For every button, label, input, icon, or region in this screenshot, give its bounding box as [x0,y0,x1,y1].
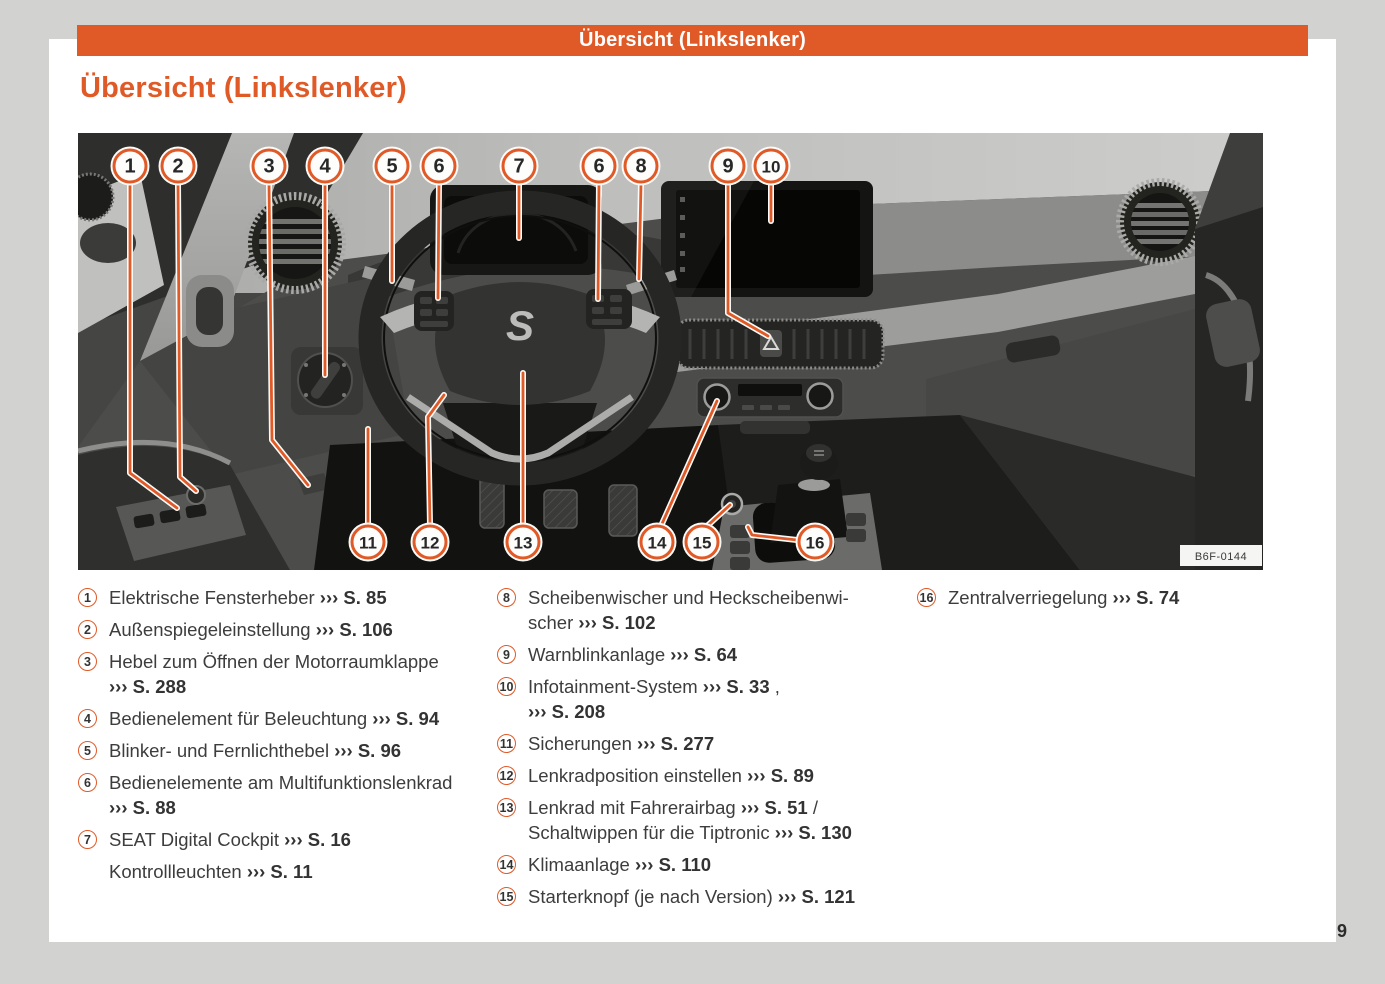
callout-16 [796,523,835,562]
legend-item-text: Blinker- und Fernlichthebel ››› S. 96 [109,740,402,761]
callout-6 [580,147,619,186]
legend-item [917,585,1317,610]
callout-14 [638,523,677,562]
legend-item [497,852,922,877]
legend-item [497,795,922,845]
svg-text:14: 14 [647,533,667,553]
callout-6 [420,147,459,186]
callout-7 [500,147,539,186]
callout-8 [622,147,661,186]
header-bar [77,25,1308,56]
legend-item-text: Außenspiegeleinstellung ››› S. 106 [109,619,393,640]
legend-column-3 [917,585,1317,617]
legend-item-text: Lenkradposition einstellen ››› S. 89 [528,765,814,786]
legend-item-text: SEAT Digital Cockpit ››› S. 16 [109,829,351,850]
callout-11 [349,523,388,562]
legend-item-text: Zentralverriegelung ››› S. 74 [948,587,1180,608]
legend-item-number: 14 [497,855,516,874]
legend-item-number: 1 [78,588,97,607]
right-air-vent [1120,182,1200,262]
climate-knob-right [808,384,833,409]
legend-item-text: Scheibenwischer und Heckscheibenwi- scher ››› S. 102 [528,587,849,633]
svg-text:6: 6 [593,155,605,178]
legend-item-number: 9 [497,645,516,664]
page-title: Übersicht (Linkslenker) [80,72,407,104]
legend-item-text: Bedienelement für Beleuchtung ››› S. 94 [109,708,440,729]
callout-15 [683,523,722,562]
legend-item-number: 6 [78,773,97,792]
legend-item [497,642,922,667]
legend-item-number: 13 [497,798,516,817]
legend-item [497,763,922,788]
callout-1 [111,147,150,186]
legend-item-number: 3 [78,652,97,671]
legend-item [78,617,488,642]
page-number: 9 [1337,921,1348,941]
legend-item-text: Hebel zum Öffnen der Motorraumklappe ››› S. 288 [109,651,439,697]
svg-text:6: 6 [433,155,445,178]
legend-item-text: Bedienelemente am Multifunktionslenkrad ››› S. 88 [109,772,453,818]
callout-5 [373,147,412,186]
dashboard-figure [78,133,1263,570]
legend-item-number: 5 [78,741,97,760]
callout-9 [709,147,748,186]
console-buttons-left [730,525,750,570]
svg-text:5: 5 [386,155,398,178]
legend-item-number: 4 [78,709,97,728]
legend-item [497,884,922,909]
svg-text:13: 13 [513,533,533,553]
svg-text:4: 4 [319,155,331,178]
legend-item-number: 16 [917,588,936,607]
legend-item [78,770,488,820]
legend-item-number: 15 [497,887,516,906]
legend-item [497,674,922,724]
dashboard-photo [78,133,1263,570]
legend-item-number: 12 [497,766,516,785]
legend-item-number: 8 [497,588,516,607]
image-code-label [1180,545,1262,566]
svg-text:3: 3 [263,155,275,178]
callout-10 [752,147,791,186]
callout-2 [159,147,198,186]
legend-item [78,859,488,884]
svg-text:15: 15 [692,533,712,553]
svg-text:9: 9 [722,155,734,178]
legend-item-text: Kontrollleuchten ››› S. 11 [109,861,313,882]
svg-text:2: 2 [172,155,184,178]
legend-item-number: 11 [497,734,516,753]
svg-text:1: 1 [124,155,136,178]
legend-item-text: Sicherungen ››› S. 277 [528,733,715,754]
svg-text:B6F-0144: B6F-0144 [1194,551,1248,563]
legend-item-text: Elektrische Fensterheber ››› S. 85 [109,587,387,608]
legend-item-text: Lenkrad mit Fahrerairbag ››› S. 51 / Schaltwippen für die Tiptronic ››› S. 130 [528,797,852,843]
wheel-buttons-right [586,289,632,329]
legend-item-text: Warnblinkanlage ››› S. 64 [528,644,738,665]
svg-text:7: 7 [513,155,525,178]
legend-item [78,649,488,699]
legend-item [78,585,488,610]
legend-column-2 [497,585,922,916]
legend-column-1 [78,585,488,891]
callout-12 [411,523,450,562]
infotainment-screen [661,181,873,297]
legend-item-number-spacer [78,862,97,881]
callout-4 [306,147,345,186]
legend-item-number: 10 [497,677,516,696]
callout-13 [504,523,543,562]
svg-text:10: 10 [761,157,781,177]
legend-item-text: Starterknopf (je nach Version) ››› S. 121 [528,886,855,907]
legend-item-number: 7 [78,830,97,849]
svg-text:11: 11 [359,533,377,553]
center-air-vents [677,320,883,368]
legend-item [497,585,922,635]
legend-item-number: 2 [78,620,97,639]
legend-item-text: Klimaanlage ››› S. 110 [528,854,712,875]
svg-text:12: 12 [420,533,440,553]
legend-item [78,706,488,731]
header-bar-title: Übersicht (Linkslenker) [579,29,806,51]
legend-item [497,731,922,756]
legend-item-text: Infotainment-System ››› S. 33 , ››› S. 208 [528,676,780,722]
svg-text:8: 8 [635,155,647,178]
legend-item [78,738,488,763]
wheel-buttons-left [414,291,454,331]
callout-3 [250,147,289,186]
seat-logo: S [505,302,535,349]
svg-text:16: 16 [805,533,825,553]
legend-item [78,827,488,852]
